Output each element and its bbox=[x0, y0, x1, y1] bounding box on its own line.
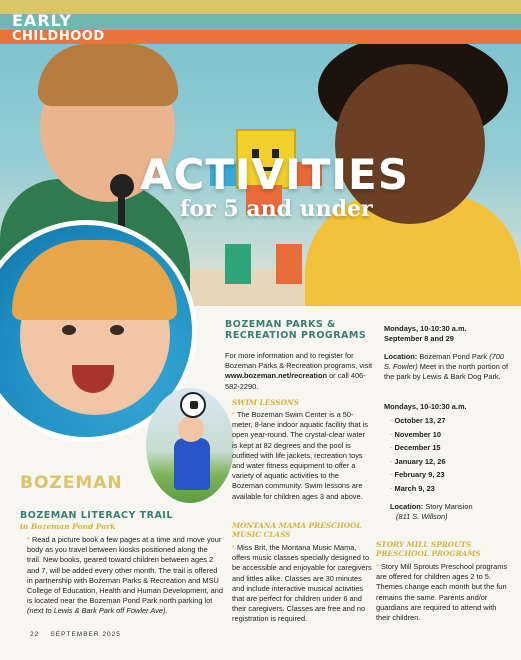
location-heading: BOZEMAN bbox=[20, 473, 123, 493]
literacy-text-italic: (next to Lewis & Bark Park off Fowler Ave). bbox=[27, 606, 168, 616]
date-text: December 15 bbox=[394, 443, 441, 453]
location-details: Meet in the north portion of the park by Lewis & Bark Dog Park. bbox=[384, 362, 509, 382]
date-item bbox=[390, 441, 512, 455]
header-band-teal bbox=[0, 14, 521, 30]
date-text: November 10 bbox=[394, 429, 441, 439]
kid-face bbox=[178, 416, 204, 442]
parks-intro-end: or call 406-582-2290. bbox=[225, 371, 366, 391]
date-bullet: · bbox=[390, 429, 393, 439]
parks-intro bbox=[225, 351, 373, 392]
montana-text: Miss Brit, the Montana Music Mama, offers music classes specially designed to be accessible and enjoyable for caregivers and littles alike. Classes are 30 minutes and include interactive musical activities that are perfect for children under 6 and their caregivers. Classes are free and no registration is required. bbox=[232, 543, 372, 624]
parks-intro-text: For more information and to register for Bozeman Parks & Recreation programs, visit bbox=[225, 351, 373, 371]
schedule-time-2 bbox=[384, 402, 512, 412]
montana-body bbox=[232, 543, 372, 625]
storymill-body bbox=[376, 562, 511, 623]
montana-title: MONTANA MAMA PRESCHOOL MUSIC CLASS bbox=[232, 521, 362, 539]
ball-patch bbox=[190, 401, 198, 409]
date-item bbox=[390, 482, 512, 496]
baby-eye-left bbox=[62, 325, 76, 335]
baby-eye-right bbox=[110, 325, 124, 335]
schedule-location-1 bbox=[384, 352, 512, 383]
date-text: January 12, 26 bbox=[394, 456, 446, 466]
date-bullet: · bbox=[390, 483, 393, 493]
section-label-childhood: CHILDHOOD bbox=[12, 29, 105, 44]
swim-body bbox=[232, 410, 372, 502]
literacy-text: Read a picture book a few pages at a time and move your body as you travel between kiosks positioned along the trail. New books, geared toward children between ages 2 and 7, will be added every other month. The trail is offered in partnership with Bozeman Parks & Recreation and MSU College of Education, Health and Human Development, and is located near the Bozeman Pond Park north parking lot bbox=[27, 535, 223, 606]
location-address: (700 S. Fowler) bbox=[384, 352, 504, 372]
bullet-marker: * bbox=[232, 543, 235, 552]
storymill-text: Story Mill Sprouts Preschool programs are offered for children ages 2 to 5. Themes change each month but the fun remains the same. Parents and/or guardians are required to attend with their children. bbox=[376, 562, 508, 623]
bullet-marker: * bbox=[27, 535, 30, 544]
schedule-location-2 bbox=[390, 502, 512, 522]
soccer-ball-icon bbox=[180, 392, 206, 418]
bullet-marker: * bbox=[232, 410, 235, 419]
header-band-gold bbox=[0, 0, 521, 14]
photo-block-green bbox=[225, 244, 251, 284]
date-text: February 9, 23 bbox=[394, 470, 445, 480]
location-name: Story Mansion bbox=[425, 502, 473, 511]
date-text: March 9, 23 bbox=[394, 483, 435, 493]
parks-title: BOZEMAN PARKS & RECREATION PROGRAMS bbox=[225, 319, 367, 341]
issue-date: SEPTEMBER 2025 bbox=[50, 631, 121, 638]
baby-swim-cap bbox=[12, 240, 177, 320]
schedule-time-2-text: Mondays, 10-10:30 a.m. bbox=[384, 402, 467, 411]
swim-title: SWIM LESSONS bbox=[232, 398, 299, 407]
location-label: Location: bbox=[390, 502, 424, 511]
literacy-body bbox=[27, 535, 223, 617]
date-bullet: · bbox=[390, 443, 393, 453]
schedule-dates-1: September 8 and 29 bbox=[384, 334, 454, 344]
storymill-title: STORY MILL SPROUTS PRESCHOOL PROGRAMS bbox=[376, 540, 481, 558]
hero-subtitle: for 5 and under bbox=[180, 196, 373, 222]
date-bullet: · bbox=[390, 470, 393, 480]
schedule-block-1 bbox=[384, 324, 512, 344]
literacy-title: BOZEMAN LITERACY TRAIL bbox=[20, 510, 173, 521]
location-label: Location: bbox=[384, 352, 418, 361]
date-bullet: · bbox=[390, 456, 393, 466]
photo-block-orange-leg bbox=[276, 244, 302, 284]
location-name: Bozeman Pond Park bbox=[419, 352, 488, 361]
swim-text: The Bozeman Swim Center is a 50-meter, 8-lane indoor aquatic facility that is open year-round. The crystal-clear water is kept at 82 degrees and the pool is outfitted with life jackets, recreation toys and water fitness equipment to offer a variety of aquatic activities to the Bozeman community. Swim lessons are available for children ages 3 and above. bbox=[232, 410, 368, 501]
date-item bbox=[390, 428, 512, 442]
kid-jersey bbox=[174, 438, 210, 490]
soccer-photo-circle bbox=[146, 388, 234, 503]
photo-boy-hair bbox=[38, 44, 178, 106]
schedule-time-1: Mondays, 10-10:30 a.m. bbox=[384, 324, 467, 333]
schedule-dates-list bbox=[390, 414, 512, 496]
page-footer bbox=[30, 631, 121, 638]
page-number: 22 bbox=[30, 631, 40, 638]
section-label-early: EARLY bbox=[12, 11, 72, 30]
literacy-subtitle: in Bozeman Pond Park bbox=[20, 522, 116, 531]
bullet-marker: * bbox=[376, 562, 379, 571]
date-item bbox=[390, 468, 512, 482]
date-item bbox=[390, 414, 512, 428]
date-item bbox=[390, 455, 512, 469]
parks-url-link[interactable]: www.bozeman.net/recreation bbox=[225, 371, 327, 381]
date-text: October 13, 27 bbox=[394, 416, 446, 425]
hero-title: ACTIVITIES bbox=[140, 150, 409, 199]
date-bullet: · bbox=[390, 416, 393, 425]
location-address: (811 S. Willson) bbox=[396, 512, 448, 522]
